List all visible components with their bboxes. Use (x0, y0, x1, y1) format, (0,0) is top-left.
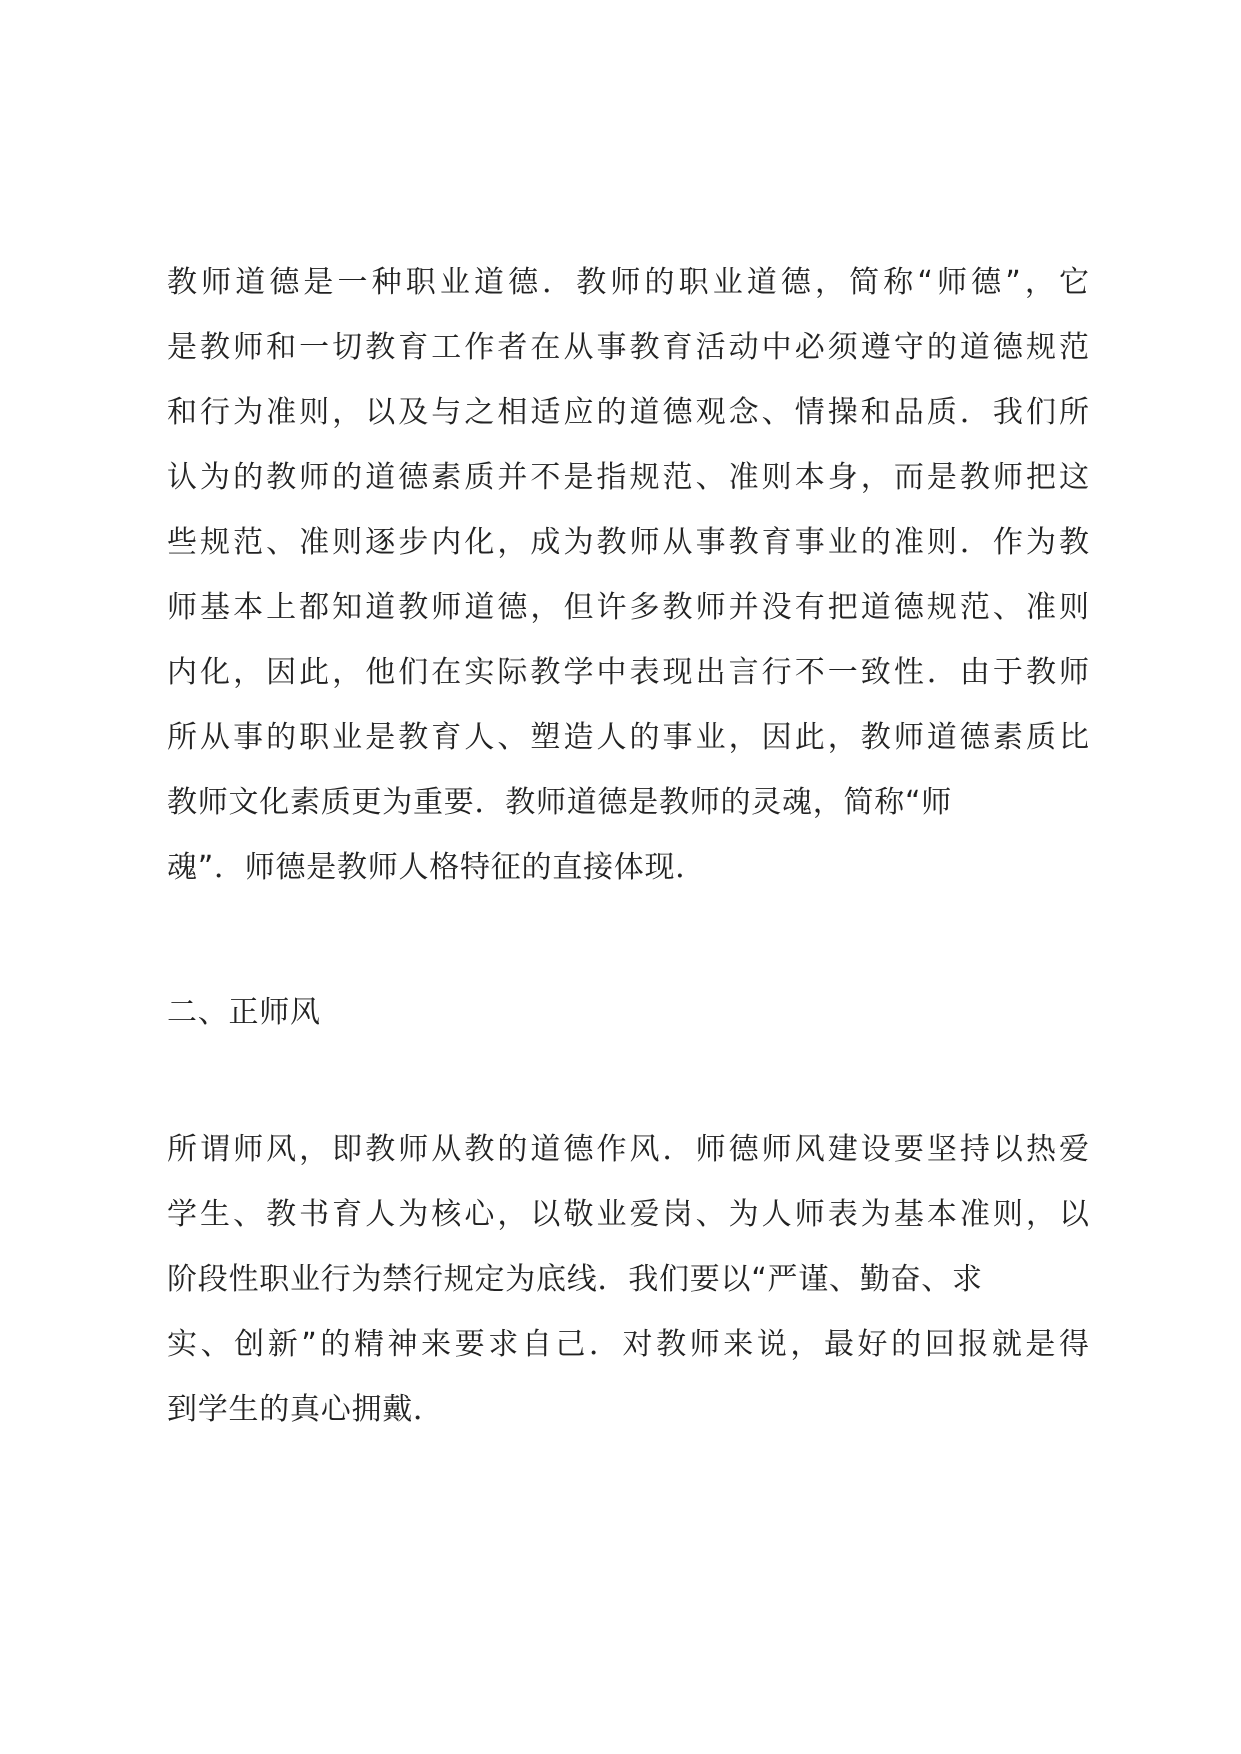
paragraph-line: 实、创新”的精神来要求自己．对教师来说，最好的回报就是得 (167, 1327, 1089, 1362)
paragraph-line: 所从事的职业是教育人、塑造人的事业，因此，教师道德素质比 (167, 720, 1089, 755)
paragraph-line: 所谓师风，即教师从教的道德作风．师德师风建设要坚持以热爱 (167, 1132, 1089, 1167)
paragraph-line: 魂”．师德是教师人格特征的直接体现． (167, 850, 707, 885)
paragraph-line: 内化，因此，他们在实际教学中表现出言行不一致性．由于教师 (167, 655, 1089, 690)
paragraph-line: 到学生的真心拥戴． (167, 1392, 444, 1427)
paragraph-line: 学生、教书育人为核心，以敬业爱岗、为人师表为基本准则，以 (167, 1197, 1089, 1232)
paragraph-line: 些规范、准则逐步内化，成为教师从事教育事业的准则．作为教 (167, 525, 1089, 560)
paragraph-line: 教师道德是一种职业道德．教师的职业道德，简称“师德”，它 (167, 265, 1089, 300)
paragraph-line: 师基本上都知道教师道德，但许多教师并没有把道德规范、准则 (167, 590, 1089, 625)
paragraph-line: 是教师和一切教育工作者在从事教育活动中必须遵守的道德规范 (167, 330, 1089, 365)
section-heading: 二、正师风 (167, 995, 321, 1030)
paragraph-line: 和行为准则，以及与之相适应的道德观念、情操和品质．我们所 (167, 395, 1089, 430)
paragraph-line: 阶段性职业行为禁行规定为底线．我们要以“严谨、勤奋、求 (167, 1262, 983, 1297)
paragraph-line: 教师文化素质更为重要．教师道德是教师的灵魂，简称“师 (167, 785, 953, 820)
paragraph-line: 认为的教师的道德素质并不是指规范、准则本身，而是教师把这 (167, 460, 1089, 495)
